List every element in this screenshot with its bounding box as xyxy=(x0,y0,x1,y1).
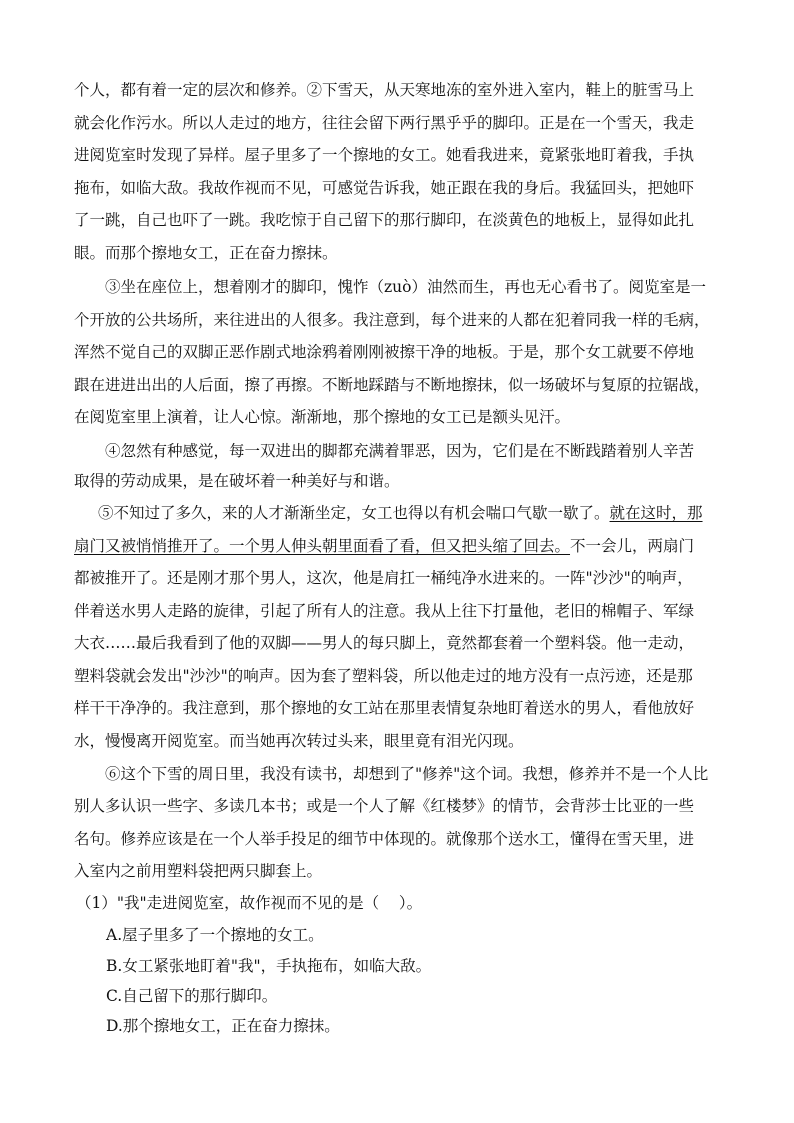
text-line xyxy=(0,856,794,886)
text-line xyxy=(0,563,794,593)
text-segment: 就会化作污水。所以人走过的地方，往往会留下两行黑乎乎的脚印。正是在一个雪天，我走 xyxy=(74,114,695,132)
underlined-text: 就在这时，那 xyxy=(609,504,703,522)
text-segment: 塑料袋就会发出"沙沙"的响声。因为套了塑料袋，所以他走过的地方没有一点污迹，还是那 xyxy=(74,667,693,685)
text-segment: 入室内之前用塑料袋把两只脚套上。 xyxy=(74,862,323,880)
text-segment: A.屋子里多了一个擦地的女工。 xyxy=(106,926,324,944)
text-segment: （1）"我"走进阅览室，故作视而不见的是（ ）。 xyxy=(76,894,423,912)
text-line xyxy=(0,628,794,658)
text-line xyxy=(0,370,794,400)
text-line xyxy=(0,888,794,918)
text-line xyxy=(0,436,794,466)
text-line xyxy=(0,1011,794,1041)
text-segment: 水，慢慢离开阅览室。而当她再次转过头来，眼里竟有泪光闪现。 xyxy=(74,732,524,750)
text-line xyxy=(0,791,794,821)
text-segment: 大衣……最后我看到了他的双脚——男人的每只脚上，竟然都套着一个塑料袋。他一走动， xyxy=(74,634,695,652)
text-segment: B.女工紧张地盯着"我"，手执拖布，如临大敌。 xyxy=(106,957,432,975)
text-line xyxy=(0,693,794,723)
text-segment: 浑然不觉自己的双脚正恶作剧式地涂鸦着刚刚被擦干净的地板。于是，那个女工就要不停地 xyxy=(74,343,695,361)
text-segment: 个开放的公共场所，来往进出的人很多。我注意到，每个进来的人都在犯着同我一样的毛病， xyxy=(74,311,710,329)
text-line xyxy=(0,75,794,105)
text-segment: D.那个擦地女工，正在奋力擦抹。 xyxy=(106,1017,340,1035)
text-line xyxy=(0,824,794,854)
text-line xyxy=(0,140,794,170)
text-segment: ⑤不知过了多久，来的人才渐渐坐定，女工也得以有机会喘口气歇一歇了。 xyxy=(98,504,610,522)
text-segment: 名句。修养应该是在一个人举手投足的细节中体现的。就像那个送水工，懂得在雪天里，进 xyxy=(74,830,695,848)
text-line xyxy=(0,205,794,235)
underlined-text: 扇门又被悄悄推开了。一个男人伸头朝里面看了看，但又把头缩了回去。 xyxy=(74,537,571,555)
text-segment: 伴着送水男人走路的旋律，引起了所有人的注意。我从上往下打量他，老旧的棉帽子、军绿 xyxy=(74,602,695,620)
text-line xyxy=(0,726,794,756)
text-segment: 别人多认识一些字、多读几本书；或是一个人了解《红楼梦》的情节，会背莎士比亚的一些 xyxy=(74,797,695,815)
text-line xyxy=(0,402,794,432)
text-line xyxy=(0,238,794,268)
text-segment: C.自己留下的那行脚印。 xyxy=(106,987,278,1005)
text-line xyxy=(0,466,794,496)
text-line xyxy=(0,920,794,950)
text-segment: 眼。而那个擦地女工，正在奋力擦抹。 xyxy=(74,244,338,262)
text-line xyxy=(0,531,794,561)
text-segment: 了一跳，自己也吓了一跳。我吃惊于自己留下的那行脚印，在淡黄色的地板上，显得如此扎 xyxy=(74,211,695,229)
text-line xyxy=(0,272,794,302)
text-segment: 在阅览室里上演着，让人心惊。渐渐地，那个擦地的女工已是额头见汗。 xyxy=(74,408,571,426)
text-line xyxy=(0,981,794,1011)
text-segment: 样干干净净的。我注意到，那个擦地的女工站在那里表情复杂地盯着送水的男人，看他放好 xyxy=(74,699,695,717)
text-line xyxy=(0,173,794,203)
text-segment: 跟在进进出出的人后面，擦了再擦。不断地踩踏与不断地擦抹，似一场破坏与复原的拉锯战， xyxy=(74,376,710,394)
text-segment: 个人，都有着一定的层次和修养。②下雪天，从天寒地冻的室外进入室内，鞋上的脏雪马上 xyxy=(74,81,695,99)
text-segment: ⑥这个下雪的周日里，我没有读书，却想到了"修养"这个词。我想，修养并不是一个人比 xyxy=(105,765,709,783)
text-segment: 取得的劳动成果，是在破坏着一种美好与和谐。 xyxy=(74,472,400,490)
text-segment: 拖布，如临大敌。我故作视而不见，可感觉告诉我，她正跟在我的身后。我猛回头，把她吓 xyxy=(74,179,695,197)
text-line xyxy=(0,661,794,691)
text-line xyxy=(0,596,794,626)
text-segment: ③坐在座位上，想着刚才的脚印，愧怍（zuò）油然而生，再也无心看书了。阅览室是一 xyxy=(105,278,706,296)
text-segment: 进阅览室时发现了异样。屋子里多了一个擦地的女工。她看我进来，竟紧张地盯着我，手执 xyxy=(74,146,695,164)
text-line xyxy=(0,305,794,335)
text-line xyxy=(0,951,794,981)
text-line xyxy=(0,108,794,138)
text-segment: 都被推开了。还是刚才那个男人，这次，他是肩扛一桶纯净水进来的。一阵"沙沙"的响声， xyxy=(74,569,693,587)
text-line xyxy=(0,498,794,528)
text-line xyxy=(0,759,794,789)
text-segment: ④忽然有种感觉，每一双进出的脚都充满着罪恶，因为，它们是在不断践踏着别人辛苦 xyxy=(105,442,695,460)
text-line xyxy=(0,337,794,367)
text-segment: 不一会儿，两扇门 xyxy=(570,537,695,555)
